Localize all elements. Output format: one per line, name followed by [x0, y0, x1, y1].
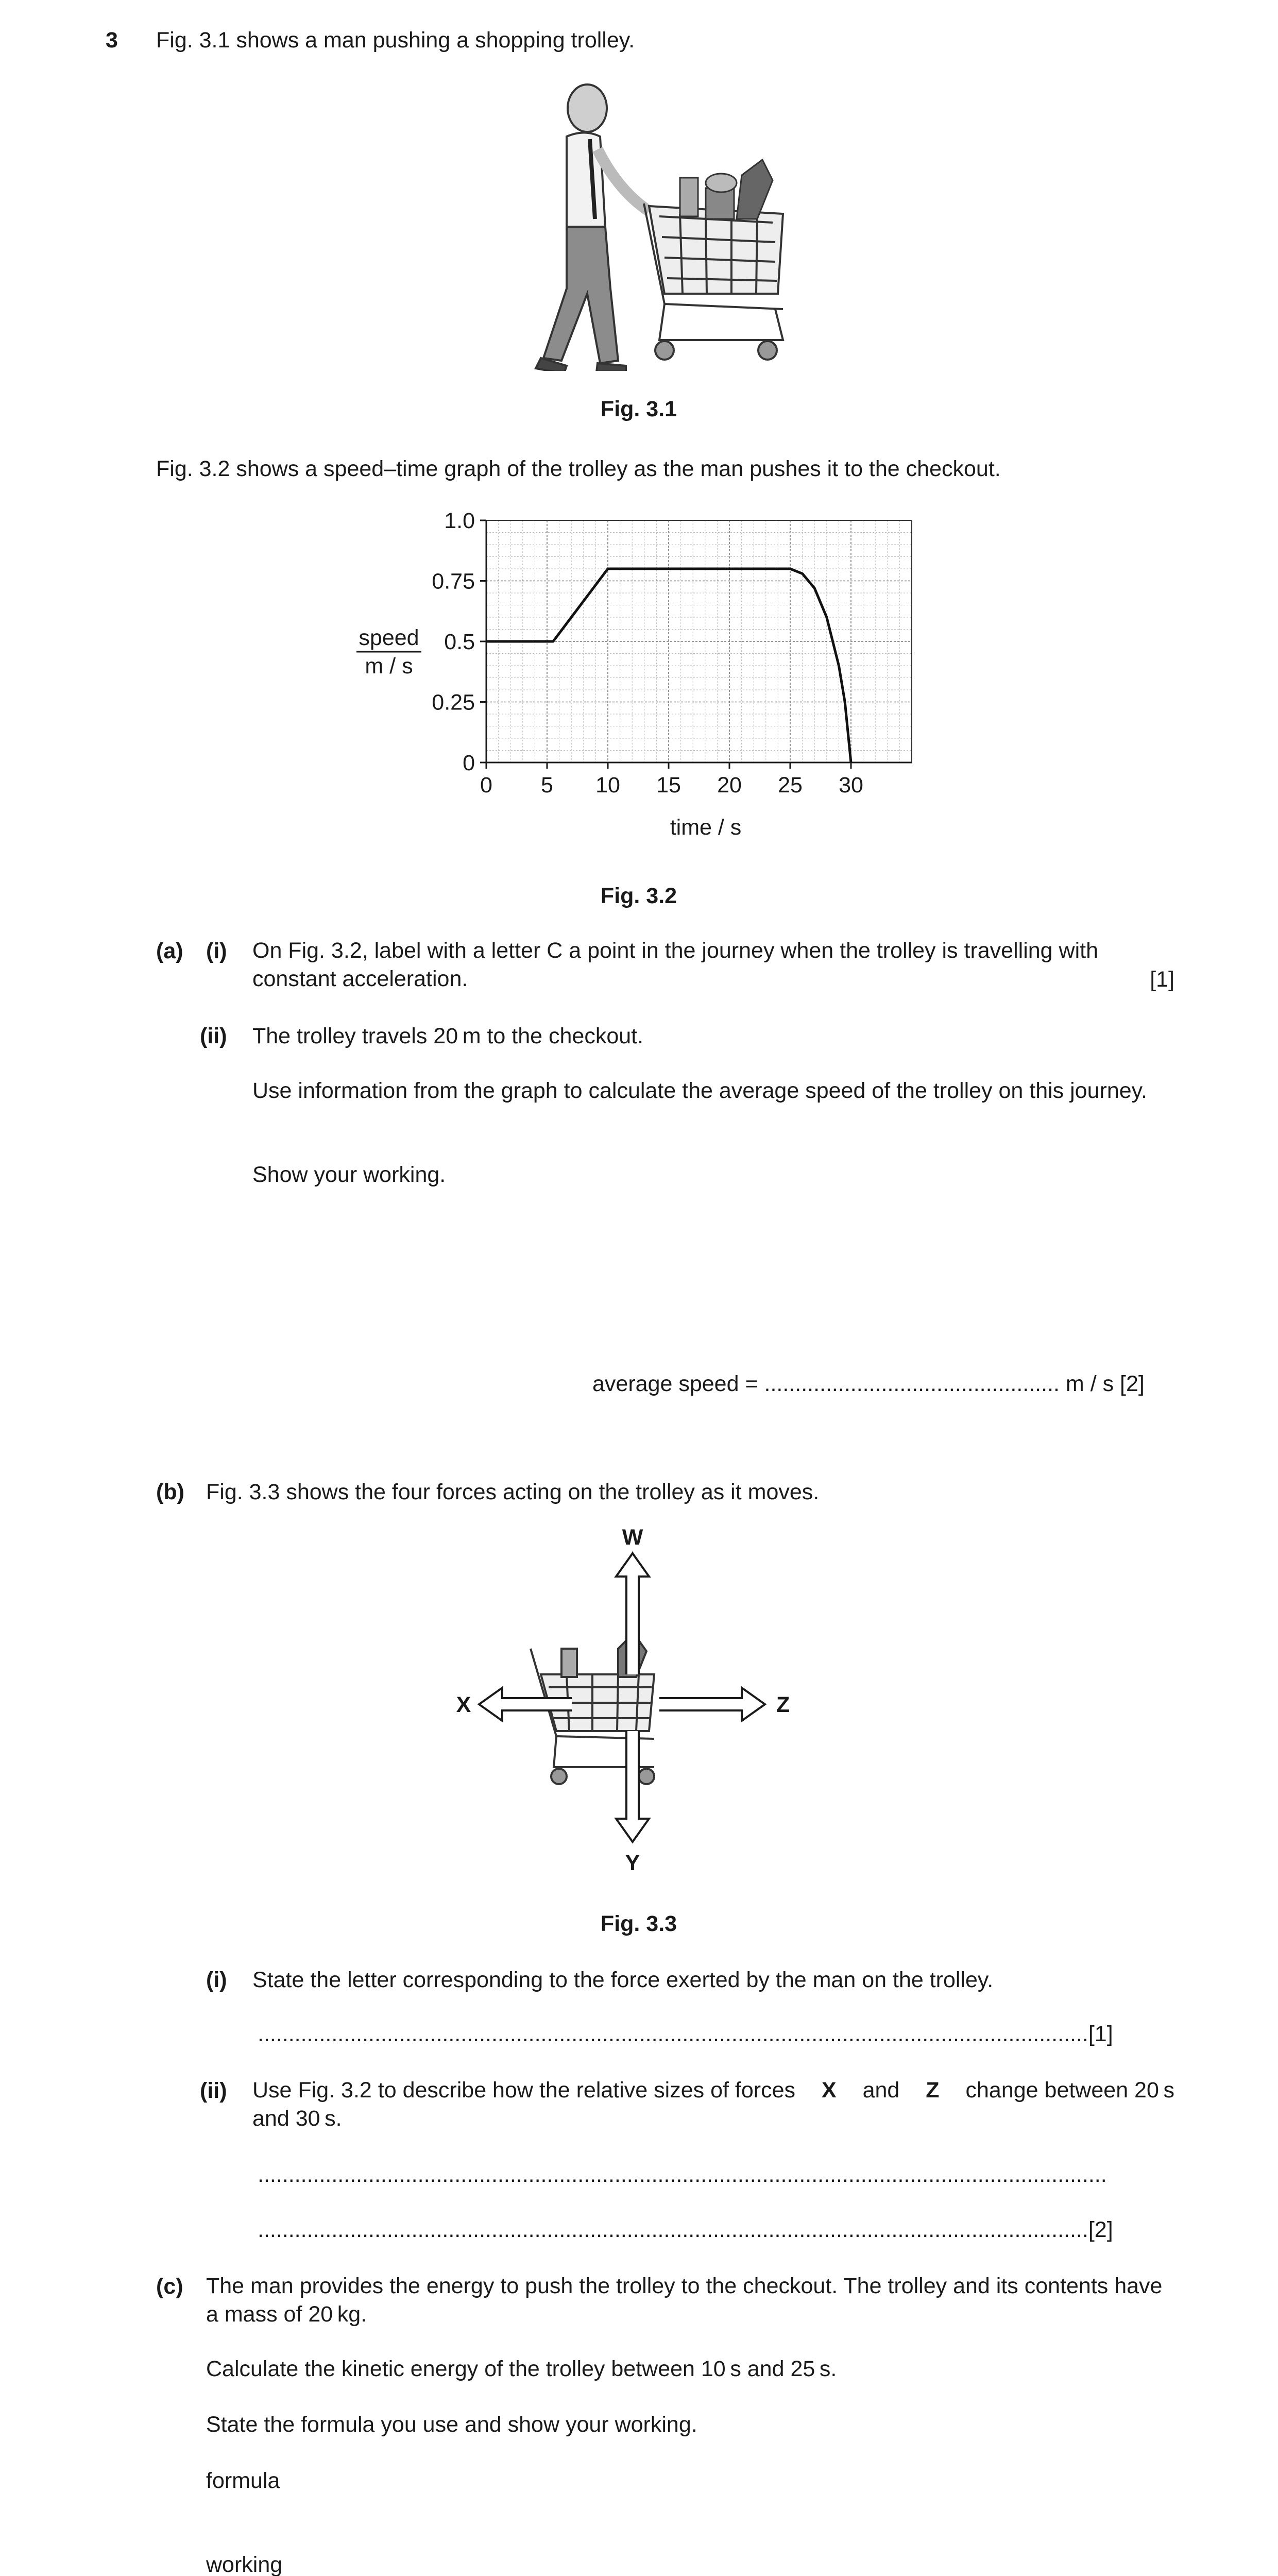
average-speed-dots[interactable]: ................................................ [764, 1371, 1060, 1396]
part-b-ii-force-x: X [821, 2078, 837, 2103]
part-b-ii-label: (ii) [200, 2078, 227, 2103]
part-a-i-text [252, 937, 1174, 993]
x-tick-labels [480, 762, 863, 798]
part-a-ii-text3: Show your working. [252, 1162, 446, 1187]
part-b-intro: Fig. 3.3 shows the four forces acting on the trolley as it moves. [206, 1480, 820, 1504]
x-axis-label: time / s [670, 815, 742, 840]
part-c-formula-label: formula [206, 2468, 280, 2493]
part-b-ii-answer-line-2[interactable] [258, 2215, 1174, 2244]
part-b-label: (b) [156, 1480, 184, 1504]
average-speed-unit: m / s [2] [1065, 1371, 1145, 1396]
part-a-ii-text1: The trolley travels 20 m to the checkout. [252, 1024, 644, 1048]
part-b-ii-text [252, 2076, 1174, 2133]
part-b-i-dots[interactable]: ....................................................................................................................................... [258, 2022, 1088, 2046]
part-a-i-marks: [1] [1150, 967, 1174, 992]
y-tick-label: 0.5 [444, 630, 475, 654]
x-tick-label: 25 [778, 773, 803, 798]
fig32-caption: Fig. 3.2 [600, 884, 677, 908]
part-c-text2: Calculate the kinetic energy of the trolley between 10 s and 25 s. [206, 2357, 837, 2381]
arrow-z-outline [659, 1688, 765, 1721]
part-c-text3: State the formula you use and show your working. [206, 2412, 697, 2437]
y-tick-label: 0.25 [432, 690, 475, 715]
part-b-ii-text-a: Use Fig. 3.2 to describe how the relative sizes of forces [252, 2078, 795, 2103]
part-c-working-label: working [206, 2552, 283, 2576]
x-tick-label: 20 [717, 773, 742, 798]
part-b-ii-dots[interactable]: ....................................................................................................................................... [258, 2217, 1088, 2242]
part-a-i-label: (i) [206, 939, 227, 963]
part-a-label: (a) [156, 939, 183, 963]
force-label-y: Y [625, 1851, 640, 1875]
forces-diagram [453, 1525, 824, 1875]
y-axis-label-bottom: m / s [365, 654, 413, 679]
average-speed-answer-line[interactable] [592, 1369, 1145, 1398]
force-label-x: X [456, 1692, 471, 1717]
part-b-ii-text-b: change between 20 s [965, 2078, 1174, 2103]
x-tick-label: 30 [839, 773, 863, 798]
part-b-i-marks: [1] [1088, 2022, 1113, 2046]
fig33-caption: Fig. 3.3 [600, 1911, 677, 1936]
part-b-i-answer-line[interactable] [258, 2020, 1174, 2048]
part-b-ii-force-z: Z [926, 2078, 940, 2103]
force-label-z: Z [776, 1692, 790, 1717]
speed-time-graph [350, 505, 958, 855]
part-c-text1: The man provides the energy to push the trolley to the checkout. The trolley and its contents have a mass of 20 kg. [206, 2274, 1163, 2327]
fig32-intro: Fig. 3.2 shows a speed–time graph of the trolley as the man pushes it to the checkout. [156, 456, 1001, 481]
part-b-ii-and: and [862, 2078, 900, 2103]
part-b-i-label: (i) [206, 1968, 227, 1992]
y-tick-label: 0 [463, 751, 475, 775]
y-tick-labels [432, 509, 486, 775]
man-pushing-trolley-illustration [495, 72, 793, 371]
fig31-intro: Fig. 3.1 shows a man pushing a shopping trolley. [156, 28, 635, 53]
question-number: 3 [106, 28, 118, 53]
y-tick-label: 0.75 [432, 569, 475, 594]
x-tick-label: 15 [656, 773, 681, 798]
x-tick-label: 5 [541, 773, 553, 798]
part-a-ii-text2: Use information from the graph to calculate the average speed of the trolley on this journey. [252, 1078, 1147, 1103]
force-label-w: W [622, 1525, 643, 1550]
part-b-ii-answer-line-1[interactable]: .......................................................................................................................................... [258, 2162, 1107, 2187]
part-b-ii-text-c: and 30 s. [252, 2106, 342, 2131]
part-b-ii-marks: [2] [1088, 2217, 1113, 2242]
y-tick-label: 1.0 [444, 509, 475, 533]
x-tick-label: 0 [480, 773, 492, 798]
x-tick-label: 10 [595, 773, 620, 798]
part-c-label: (c) [156, 2274, 183, 2299]
part-b-i-text: State the letter corresponding to the force exerted by the man on the trolley. [252, 1968, 994, 1992]
fig31-caption: Fig. 3.1 [600, 397, 677, 421]
part-a-ii-label: (ii) [200, 1024, 227, 1048]
arrow-y-outline [616, 1731, 649, 1842]
part-a-i-question: On Fig. 3.2, label with a letter C a point in the journey when the trolley is travelling with constant acceleration. [252, 938, 1098, 991]
average-speed-label: average speed = [592, 1371, 758, 1396]
y-axis-label-top: speed [359, 625, 419, 650]
part-b-ii-line-a [252, 2076, 1174, 2105]
